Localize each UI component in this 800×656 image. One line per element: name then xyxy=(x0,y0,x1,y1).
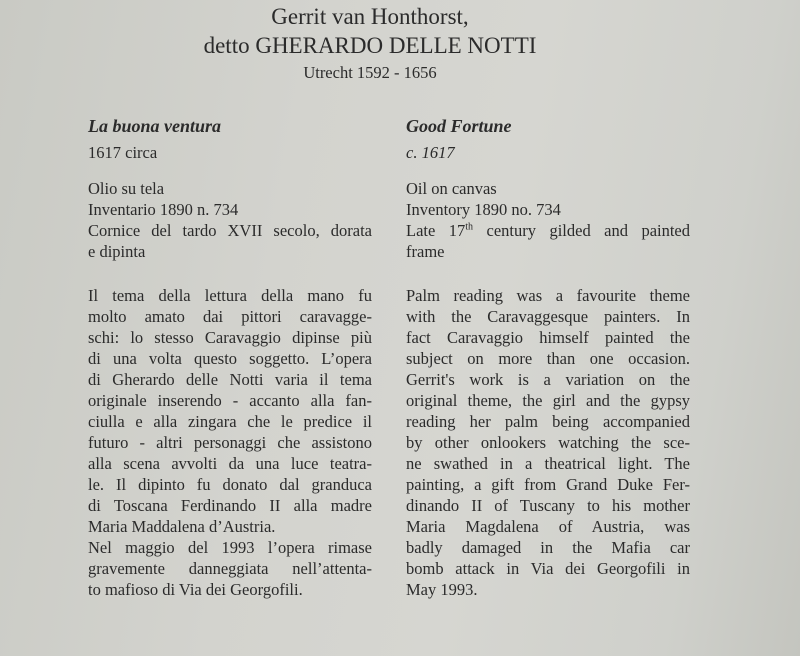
body-line: dinando II of Tuscany to his mother xyxy=(406,496,690,515)
meta-line: Cornice del tardo XVII secolo, dorata xyxy=(88,221,372,240)
english-title: Good Fortune xyxy=(406,116,512,136)
body-line: di una volta questo soggetto. L’opera xyxy=(88,349,372,368)
body-line: Palm reading was a favourite theme xyxy=(406,286,690,305)
meta-line: Inventory 1890 no. 734 xyxy=(406,200,561,219)
artist-name: Gerrit van Honthorst, xyxy=(271,4,469,29)
body-line: with the Caravaggesque painters. In xyxy=(406,307,690,326)
body-line: futuro - altri personaggi che assistono xyxy=(88,433,372,452)
body-line: bomb attack in Via dei Georgofili in xyxy=(406,559,690,578)
body-line: by other onlookers watching the sce- xyxy=(406,433,690,452)
body-line: to mafioso di Via dei Georgofili. xyxy=(88,580,303,599)
body-line: Nel maggio del 1993 l’opera rimase xyxy=(88,538,372,557)
meta-line: Olio su tela xyxy=(88,179,165,198)
italian-date: 1617 circa xyxy=(88,143,158,162)
body-line: le. Il dipinto fu donato dal granduca xyxy=(88,475,372,494)
italian-title: La buona ventura xyxy=(88,116,222,136)
artist-origin: Utrecht 1592 - 1656 xyxy=(303,63,437,82)
body-line: originale inserendo - accanto alla fan- xyxy=(88,391,372,410)
italian-description xyxy=(88,285,372,600)
body-line: di Toscana Ferdinando II alla madre xyxy=(88,496,372,515)
body-line: reading her palm being accompanied xyxy=(406,412,690,431)
body-line: fact Caravaggio himself painted the xyxy=(406,328,690,347)
body-line: ne swathed in a theatrical light. The xyxy=(406,454,690,473)
body-line: Gerrit's work is a variation on the xyxy=(406,370,690,389)
body-line: original theme, the girl and the gypsy xyxy=(406,391,690,410)
meta-line: Inventario 1890 n. 734 xyxy=(88,200,239,219)
english-date: c. 1617 xyxy=(406,143,455,162)
meta-line: Oil on canvas xyxy=(406,179,497,198)
body-line: subject on more than one occasion. xyxy=(406,349,690,368)
italian-meta xyxy=(88,178,372,262)
meta-line: frame xyxy=(406,242,445,261)
body-line: molto amato dai pittori caravagge- xyxy=(88,307,372,326)
body-line: Il tema della lettura della mano fu xyxy=(88,286,372,305)
artist-alias: detto GHERARDO DELLE NOTTI xyxy=(203,33,537,58)
body-line: painting, a gift from Grand Duke Fer- xyxy=(406,475,690,494)
body-line: schi: lo stesso Caravaggio dipinse più xyxy=(88,328,372,347)
english-meta xyxy=(406,178,690,262)
body-line: Maria Maddalena d’Austria. xyxy=(88,517,276,536)
body-line: di Gherardo delle Notti varia il tema xyxy=(88,370,372,389)
meta-line: e dipinta xyxy=(88,242,146,261)
body-line: May 1993. xyxy=(406,580,478,599)
english-description xyxy=(406,285,690,600)
body-line: ciulla e alla zingara che le predice il xyxy=(88,412,372,431)
meta-line: Late 17th century gilded and painted xyxy=(406,221,691,240)
body-line: gravemente danneggiata nell’attenta- xyxy=(88,559,372,578)
body-line: alla scena avvolti da una luce teatra- xyxy=(88,454,372,473)
body-line: badly damaged in the Mafia car xyxy=(406,538,690,557)
body-line: Maria Magdalena of Austria, was xyxy=(406,517,690,536)
